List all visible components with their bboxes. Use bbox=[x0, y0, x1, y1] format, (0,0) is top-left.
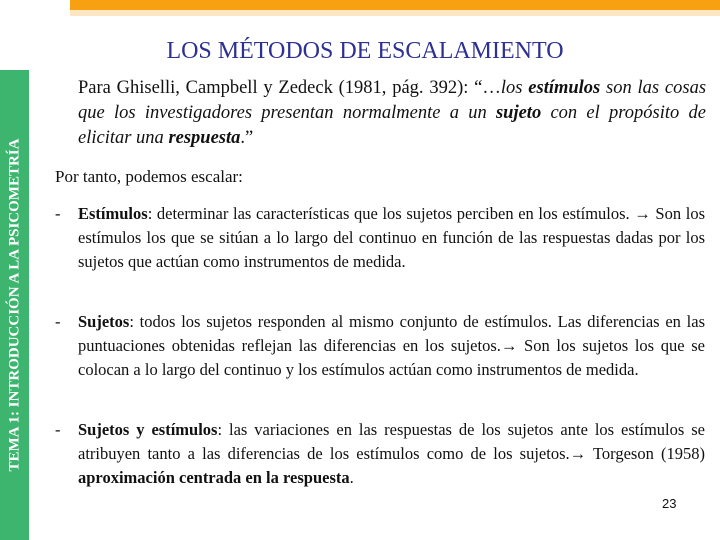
bullet: - bbox=[55, 204, 61, 223]
item-emphasis: aproximación centrada en la respuesta bbox=[78, 468, 350, 487]
top-accent-bar bbox=[70, 0, 720, 10]
quote-emphasis: estímulos bbox=[528, 78, 601, 98]
list-item bbox=[55, 310, 705, 382]
list-item bbox=[55, 418, 705, 490]
slide-title: LOS MÉTODOS DE ESCALAMIENTO bbox=[166, 38, 564, 64]
top-accent-bar-light bbox=[70, 10, 720, 16]
intro-text: Por tanto, podemos escalar: bbox=[55, 167, 243, 186]
item-term: Estímulos bbox=[78, 204, 148, 223]
quote bbox=[78, 76, 706, 151]
bullet: - bbox=[55, 420, 61, 439]
quote-text: con el propósito de elicitar una bbox=[78, 103, 706, 148]
quote-text: son las cosas que los investigadores presentan normalmente a un bbox=[78, 78, 707, 123]
quote-text: los bbox=[500, 78, 529, 98]
quote-emphasis: respuesta bbox=[168, 128, 241, 148]
quote-emphasis: sujeto bbox=[495, 103, 542, 123]
item-text: : determinar las características que los sujetos perciben en los estímulos. → Son los estímulos los que se sitúan a lo largo del continuo en función de las respuestas dadas por los sujetos que actúan como instrumentos de medida. bbox=[78, 204, 705, 271]
item-text: : las variaciones en las respuestas de los sujetos ante los estímulos se atribuyen tanto a las diferencias de los estímulos como de los sujetos.→ Torgeson (1958) bbox=[78, 420, 705, 463]
item-text: . bbox=[349, 468, 354, 487]
item-term: Sujetos bbox=[78, 312, 130, 331]
sidebar-label: TEMA 1: INTRODUCCIÓN A LA PSICOMETRÍA bbox=[6, 138, 22, 472]
list-item bbox=[55, 202, 705, 274]
sidebar bbox=[0, 70, 29, 540]
quote-text: Para Ghiselli, Campbell y Zedeck (1981, pág. 392): “… bbox=[78, 78, 501, 98]
quote-text: .” bbox=[240, 128, 254, 148]
item-term: Sujetos y estímulos bbox=[78, 420, 218, 439]
page-number: 23 bbox=[662, 496, 677, 511]
bullet: - bbox=[55, 312, 61, 331]
item-text: : todos los sujetos responden al mismo conjunto de estímulos. Las diferencias en las puntuaciones obtenidas reflejan las diferencias en los sujetos.→ Son los sujetos los que se colocan a lo largo del continuo y los estímulos actúan como instrumentos de medida. bbox=[78, 312, 705, 379]
